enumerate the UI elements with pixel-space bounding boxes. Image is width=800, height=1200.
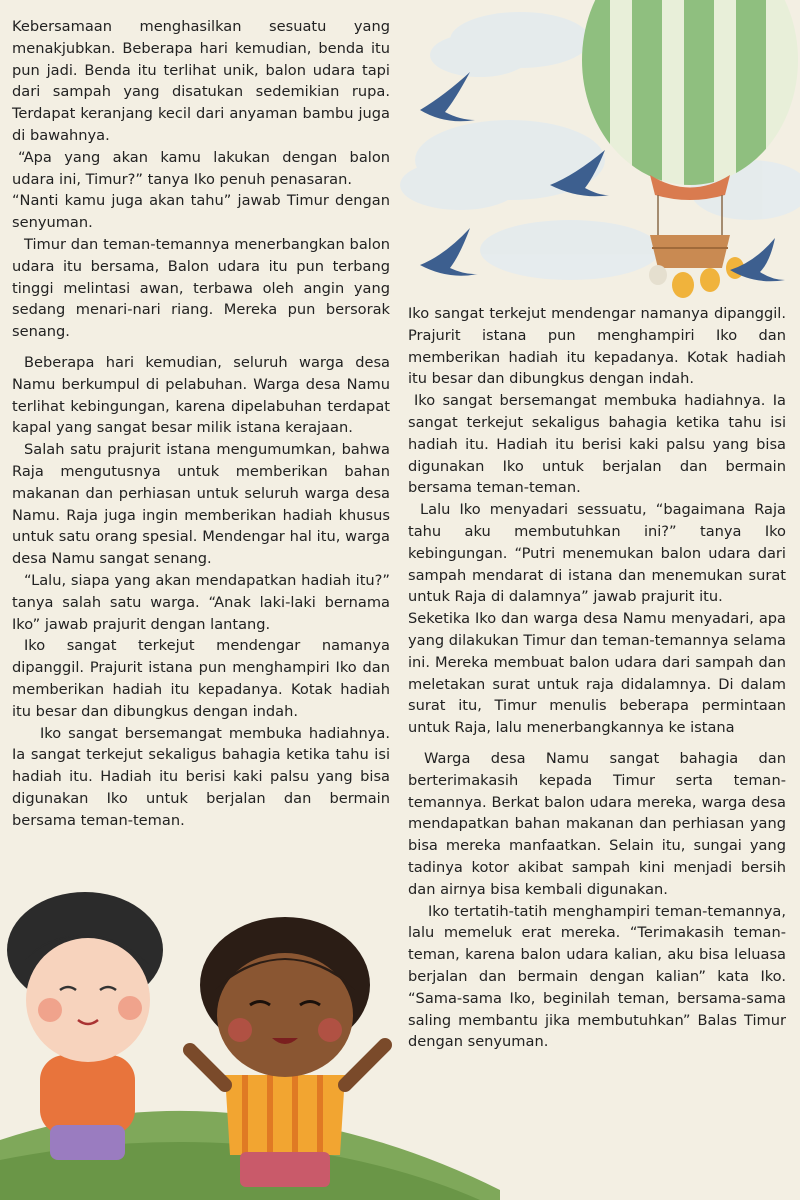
story-paragraph: Iko sangat bersemangat membuka hadiahnya. Ia sangat terkejut sekaligus bahagia ketika tahu isi hadiah itu. Hadiah itu berisi kaki palsu yang bisa digunakan Iko untuk berjalan dan bermain bersama teman-teman. <box>12 724 390 829</box>
story-paragraph: Iko sangat terkejut mendengar namanya dipanggil. Prajurit istana pun menghampiri Iko dan memberikan hadiah itu kepadanya. Kotak hadiah itu besar dan dibungkus dengan indah. <box>12 637 390 720</box>
story-paragraph: Lalu Iko menyadari sessuatu, “bagaimana Raja tahu aku membutuhkan ini?” tanya Iko kebingungan. “Putri menemukan balon udara dari sampah mendarat di istana dan menemukan surat untuk Raja di dalamnya” jawab prajurit itu. <box>408 501 786 606</box>
story-paragraph: Timur dan teman-temannya menerbangkan balon udara itu bersama, Balon udara itu pun terbang tinggi melintasi awan, terbawa oleh angin yang sedang menari-nari riang. Mereka pun bersorak senang. <box>12 235 390 341</box>
story-paragraph: Seketika Iko dan warga desa Namu menyadari, apa yang dilakukan Timur dan teman-temannya selama ini. Mereka membuat balon udara dari sampah dan meletakan surat untuk raja didalamnya. Di dalam surat itu, Timur menulis beberapa permintaan untuk Raja, lalu menerbangkannya ke istana <box>408 610 786 737</box>
story-paragraph: Iko sangat terkejut mendengar namanya dipanggil. Prajurit istana pun menghampiri Iko dan memberikan hadiah itu kepadanya. Kotak hadiah itu besar dan dibungkus dengan indah. <box>408 305 786 388</box>
children-illustration <box>0 890 500 1200</box>
story-paragraph: Beberapa hari kemudian, seluruh warga desa Namu berkumpul di pelabuhan. Warga desa Namu terlihat kebingungan, karena dipelabuhan terdapat kapal yang sangat besar milik istana kerajaan. <box>12 353 390 437</box>
story-paragraph: Kebersamaan menghasilkan sesuatu yang menakjubkan. Beberapa hari kemudian, benda itu pun jadi. Benda itu terlihat unik, balon udara tapi dari sampah yang disatukan sedemikian rupa. Terdapat keranjang kecil dari anyaman bambu juga di bawahnya. <box>12 18 390 144</box>
story-paragraph: “Nanti kamu juga akan tahu” jawab Timur dengan senyuman. <box>12 192 390 232</box>
left-text-column <box>12 16 390 831</box>
balloon-basket <box>649 235 744 298</box>
story-paragraph: Salah satu prajurit istana mengumumkan, bahwa Raja mengutusnya untuk memberikan bahan makanan dan perhiasan untuk seluruh warga desa Namu. Raja juga ingin memberikan hadiah khusus untuk satu orang spesial. Mendengar hal itu, warga desa Namu sangat senang. <box>12 441 390 568</box>
story-paragraph: Iko tertatih-tatih menghampiri teman-temannya, lalu memeluk erat mereka. “Terimakasih teman-teman, karena balon udara kalian, aku bisa leluasa berjalan dan bermain dengan kalian” kata Iko. “Sama-sama Iko, beginilah teman, bersama-sama saling membantu jika membutuhkan” Balas Timur dengan senyuman. <box>408 902 786 1051</box>
story-paragraph: Iko sangat bersemangat membuka hadiahnya. Ia sangat terkejut sekaligus bahagia ketika tahu isi hadiah itu. Hadiah itu berisi kaki palsu yang bisa digunakan Iko untuk berjalan dan bermain bersama teman-teman. <box>408 392 786 497</box>
hot-air-balloon-illustration <box>400 0 800 310</box>
story-paragraph: Warga desa Namu sangat bahagia dan berterimakasih kepada Timur serta teman-temannya. Berkat balon udara mereka, warga desa mendapatkan bahan makanan dan perhiasan yang bisa mereka manfaatkan. Selain itu, sungai yang tadinya kotor akibat sampah kini menjadi bersih dan airnya bisa kembali digunakan. <box>408 749 786 898</box>
story-paragraph: “Lalu, siapa yang akan mendapatkan hadiah itu?” tanya salah satu warga. “Anak laki-laki bernama Iko” jawab prajurit dengan lantang. <box>12 571 390 633</box>
story-paragraph: “Apa yang akan kamu lakukan dengan balon udara ini, Timur?” tanya Iko penuh penasaran. <box>12 148 390 188</box>
